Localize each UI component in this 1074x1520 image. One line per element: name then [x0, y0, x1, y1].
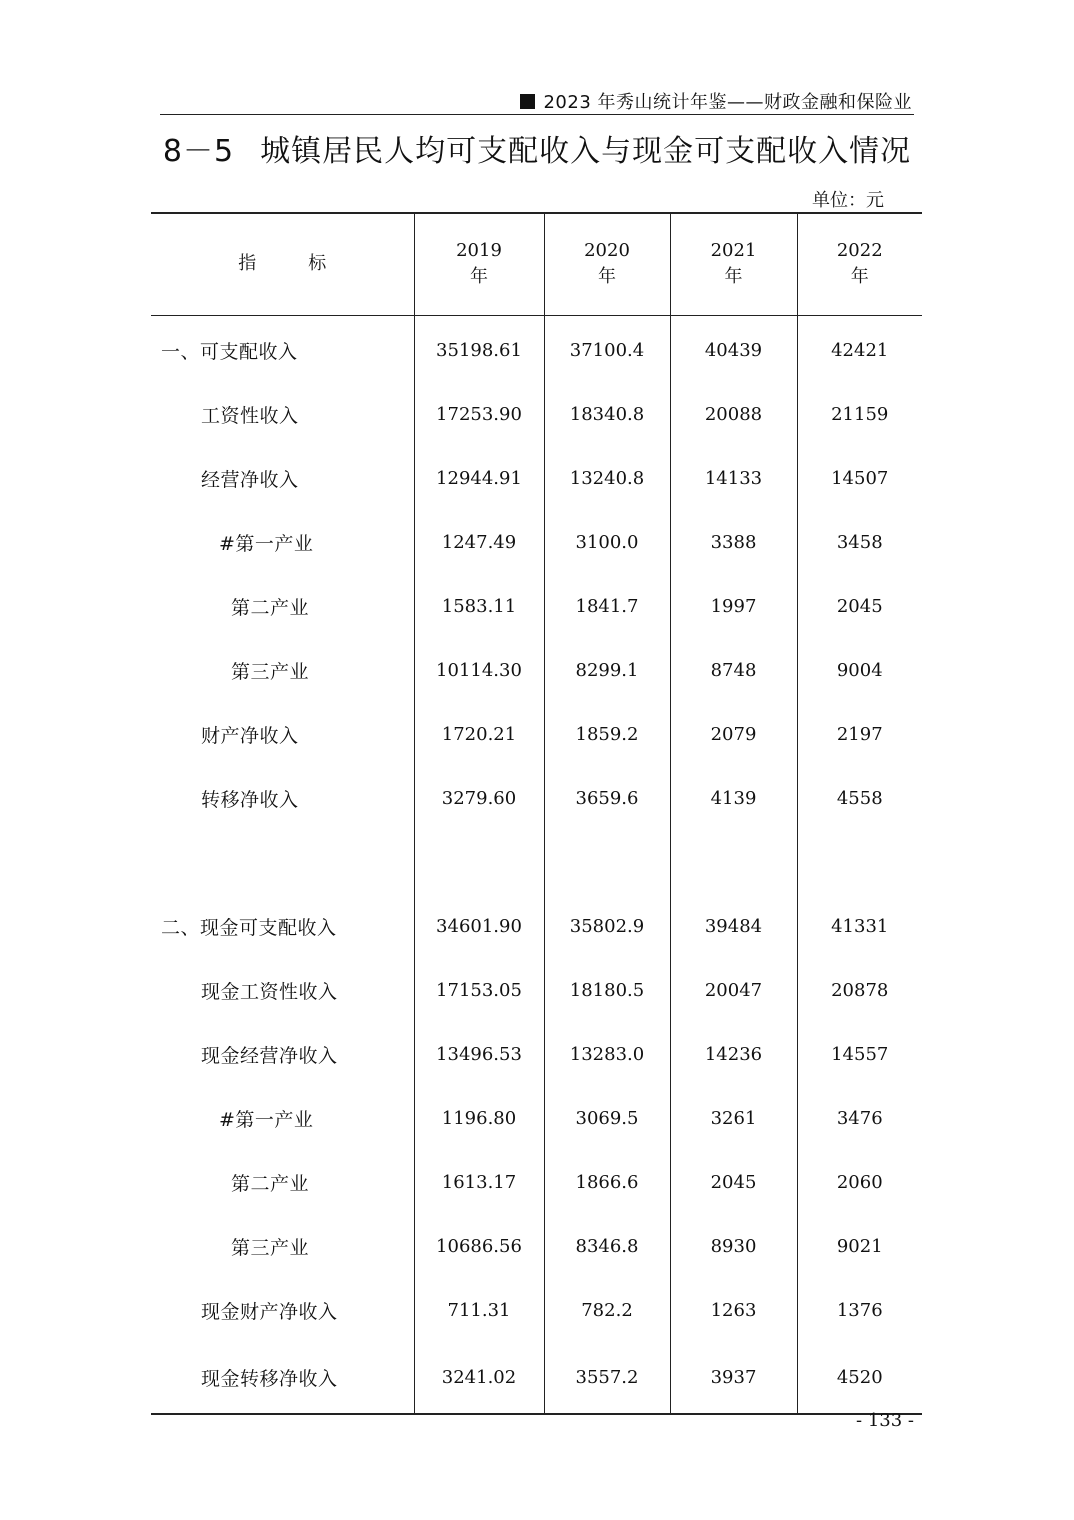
value-cell: 17153.05: [414, 959, 544, 1023]
year-header-2022: 2022 年: [797, 213, 922, 315]
value-cell: 14557: [797, 1023, 922, 1087]
value-cell: 2079: [670, 703, 797, 767]
value-cell: 2045: [670, 1151, 797, 1215]
row-label: 转移净收入: [201, 789, 299, 811]
value-cell: 3388: [670, 511, 797, 575]
value-cell: 8930: [670, 1215, 797, 1279]
table-number: 8－5: [162, 134, 235, 169]
value-cell: 711.31: [414, 1279, 544, 1343]
value-cell: 1376: [797, 1279, 922, 1343]
table-row: [151, 447, 922, 511]
row-label: #第一产业: [219, 533, 314, 555]
black-square-icon: [520, 94, 535, 109]
value-cell: 35198.61: [414, 315, 544, 383]
table-row: [151, 511, 922, 575]
income-table: [151, 212, 922, 1415]
value-cell: 39484: [670, 895, 797, 959]
running-header-title: 2023 年秀山统计年鉴——财政金融和保险业: [543, 92, 912, 113]
table-row: [151, 1215, 922, 1279]
value-cell: 3241.02: [414, 1343, 544, 1414]
table-header-row: [151, 213, 922, 315]
row-label: 财产净收入: [201, 725, 299, 747]
table-row: [151, 1343, 922, 1414]
value-cell: 8346.8: [544, 1215, 670, 1279]
value-cell: 2060: [797, 1151, 922, 1215]
value-cell: 3261: [670, 1087, 797, 1151]
table-row: [151, 767, 922, 831]
page-number: - 133 -: [856, 1410, 914, 1431]
row-label: 经营净收入: [201, 469, 299, 491]
value-cell: 18180.5: [544, 959, 670, 1023]
row-label: 现金财产净收入: [201, 1301, 338, 1323]
value-cell: 35802.9: [544, 895, 670, 959]
row-label: 第三产业: [231, 1237, 310, 1259]
value-cell: 2045: [797, 575, 922, 639]
value-cell: 4520: [797, 1343, 922, 1414]
indicator-column-header: 指 标: [151, 213, 414, 315]
value-cell: 3557.2: [544, 1343, 670, 1414]
row-label: 第二产业: [231, 1173, 310, 1195]
value-cell: 1720.21: [414, 703, 544, 767]
value-cell: 782.2: [544, 1279, 670, 1343]
value-cell: 18340.8: [544, 383, 670, 447]
running-header-text: [520, 88, 912, 114]
value-cell: 10686.56: [414, 1215, 544, 1279]
value-cell: 37100.4: [544, 315, 670, 383]
value-cell: 1859.2: [544, 703, 670, 767]
year-header-2021: 2021 年: [670, 213, 797, 315]
row-label: 第三产业: [231, 661, 310, 683]
unit-label: 单位：元: [812, 190, 884, 211]
value-cell: 1247.49: [414, 511, 544, 575]
table-title: 城镇居民人均可支配收入与现金可支配收入情况: [260, 134, 912, 169]
table-row: [151, 315, 922, 383]
value-cell: 3279.60: [414, 767, 544, 831]
table-row: [151, 639, 922, 703]
value-cell: 10114.30: [414, 639, 544, 703]
value-cell: 3476: [797, 1087, 922, 1151]
value-cell: 9021: [797, 1215, 922, 1279]
value-cell: 1866.6: [544, 1151, 670, 1215]
table-row: [151, 1151, 922, 1215]
value-cell: 1613.17: [414, 1151, 544, 1215]
row-label: 工资性收入: [201, 405, 299, 427]
value-cell: 12944.91: [414, 447, 544, 511]
year-header-2020: 2020 年: [544, 213, 670, 315]
value-cell: 41331: [797, 895, 922, 959]
value-cell: 40439: [670, 315, 797, 383]
value-cell: 3937: [670, 1343, 797, 1414]
value-cell: 3069.5: [544, 1087, 670, 1151]
value-cell: 14507: [797, 447, 922, 511]
value-cell: 1263: [670, 1279, 797, 1343]
value-cell: 3659.6: [544, 767, 670, 831]
value-cell: 3458: [797, 511, 922, 575]
value-cell: 14133: [670, 447, 797, 511]
value-cell: 13496.53: [414, 1023, 544, 1087]
row-label: #第一产业: [219, 1109, 314, 1131]
value-cell: 20088: [670, 383, 797, 447]
table-row: [151, 895, 922, 959]
table-row: [151, 1087, 922, 1151]
table-row: [151, 1023, 922, 1087]
value-cell: 21159: [797, 383, 922, 447]
table-row: [151, 575, 922, 639]
row-label: 一、可支配收入: [161, 341, 298, 363]
table-row: [151, 383, 922, 447]
value-cell: 34601.90: [414, 895, 544, 959]
value-cell: 4558: [797, 767, 922, 831]
value-cell: 1583.11: [414, 575, 544, 639]
row-label: 现金经营净收入: [201, 1045, 338, 1067]
value-cell: 2197: [797, 703, 922, 767]
value-cell: 20878: [797, 959, 922, 1023]
value-cell: 1997: [670, 575, 797, 639]
value-cell: 9004: [797, 639, 922, 703]
value-cell: 4139: [670, 767, 797, 831]
value-cell: 3100.0: [544, 511, 670, 575]
row-label: 现金工资性收入: [201, 981, 338, 1003]
table-row: [151, 703, 922, 767]
value-cell: 8299.1: [544, 639, 670, 703]
table-row: [151, 959, 922, 1023]
value-cell: 20047: [670, 959, 797, 1023]
value-cell: 13240.8: [544, 447, 670, 511]
value-cell: 1841.7: [544, 575, 670, 639]
spacer-row: [151, 831, 922, 895]
page-title: [0, 126, 1074, 170]
running-header: [160, 86, 914, 115]
row-label: 二、现金可支配收入: [161, 917, 337, 939]
year-header-2019: 2019 年: [414, 213, 544, 315]
value-cell: 13283.0: [544, 1023, 670, 1087]
row-label: 第二产业: [231, 597, 310, 619]
value-cell: 1196.80: [414, 1087, 544, 1151]
table-row: [151, 1279, 922, 1343]
value-cell: 8748: [670, 639, 797, 703]
value-cell: 14236: [670, 1023, 797, 1087]
row-label: 现金转移净收入: [151, 1343, 414, 1414]
value-cell: 17253.90: [414, 383, 544, 447]
value-cell: 42421: [797, 315, 922, 383]
